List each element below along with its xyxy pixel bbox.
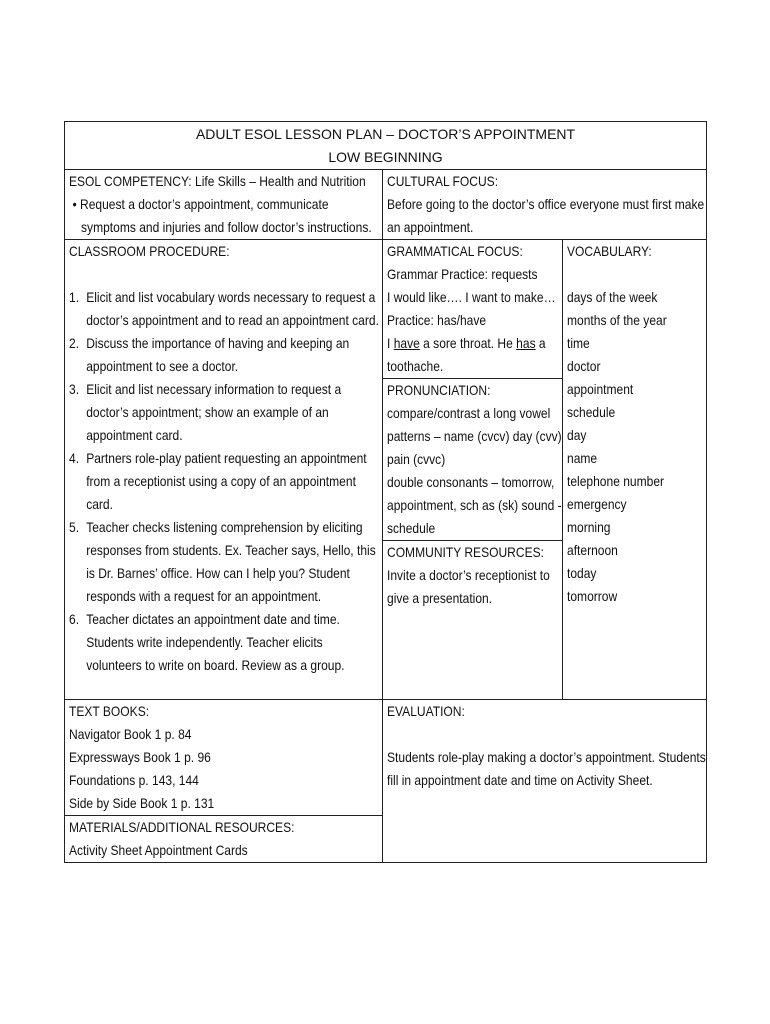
procedure-item-num: 1. — [69, 289, 80, 305]
vocabulary-word: days of the week — [567, 289, 658, 305]
grammar-line: Grammar Practice: requests — [387, 266, 538, 282]
vocabulary-cell — [567, 240, 683, 608]
procedure-item-num: 5. — [69, 519, 80, 535]
procedure-item-text: from a receptionist using a copy of an appointment — [86, 473, 356, 489]
pronunciation-line: compare/contrast a long vowel — [387, 405, 551, 421]
textbook-item: Navigator Book 1 p. 84 — [69, 726, 192, 742]
vocabulary-word: tomorrow — [567, 588, 618, 604]
community-line: Invite a doctor’s receptionist to — [387, 567, 550, 583]
evaluation-cell — [387, 700, 706, 792]
textbook-item: Side by Side Book 1 p. 131 — [69, 795, 215, 811]
bottom-row — [65, 700, 707, 863]
bullet-icon: • — [72, 196, 81, 212]
vocabulary-word: appointment — [567, 381, 634, 397]
evaluation-heading: EVALUATION: — [387, 703, 465, 719]
pronunciation-line: pain (cvvc) — [387, 451, 446, 467]
pronunciation-heading: PRONUNCIATION: — [387, 382, 491, 398]
lesson-plan-table — [64, 121, 707, 863]
procedure-item — [69, 447, 367, 516]
procedure-item — [69, 516, 376, 608]
procedure-item-text: Elicit and list vocabulary words necessary to request a — [86, 289, 376, 305]
vocabulary-word: name — [567, 450, 598, 466]
procedure-item-text: Discuss the importance of having and keeping an — [86, 335, 350, 351]
procedure-item — [69, 378, 342, 447]
textbooks-heading: TEXT BOOKS: — [69, 703, 150, 719]
competency-row — [65, 170, 707, 240]
procedure-item-num: 6. — [69, 611, 80, 627]
procedure-item — [69, 332, 350, 378]
grammar-line: I would like…. I want to make… — [387, 289, 556, 305]
community-line: give a presentation. — [387, 590, 493, 606]
cultural-line1: Before going to the doctor’s office everyone must first make — [387, 196, 705, 212]
procedure-item-num: 2. — [69, 335, 80, 351]
vocabulary-word: emergency — [567, 496, 627, 512]
procedure-item-text: doctor’s appointment; show an example of an — [86, 404, 329, 420]
grammar-cell — [383, 240, 562, 378]
vocabulary-word: morning — [567, 519, 611, 535]
procedure-item-text: appointment to see a doctor. — [86, 358, 239, 374]
competency-cell — [69, 170, 372, 239]
cultural-line2: an appointment. — [387, 219, 474, 235]
procedure-item — [69, 286, 379, 332]
grammar-example: I have a sore throat. He has a — [387, 335, 546, 351]
procedure-item-text: Elicit and list necessary information to request a — [86, 381, 342, 397]
vocabulary-word: telephone number — [567, 473, 665, 489]
vocabulary-heading: VOCABULARY: — [567, 243, 652, 259]
procedure-item-text: Partners role-play patient requesting an appointment — [86, 450, 367, 466]
textbooks-cell — [65, 700, 382, 815]
title-row — [65, 122, 707, 170]
procedure-item — [69, 608, 345, 677]
pronunciation-line: schedule — [387, 520, 436, 536]
main-row — [65, 240, 707, 700]
procedure-item-text: Students write independently. Teacher elicits — [86, 634, 323, 650]
vocabulary-word: doctor — [567, 358, 601, 374]
procedure-item-text: appointment card. — [86, 427, 183, 443]
pronunciation-line: patterns – name (cvcv) day (cvv) — [387, 428, 562, 444]
procedure-item-num: 3. — [69, 381, 80, 397]
pronunciation-line: appointment, sch as (sk) sound - — [387, 497, 562, 513]
community-heading: COMMUNITY RESOURCES: — [387, 544, 544, 560]
community-cell — [383, 540, 562, 610]
vocabulary-word: schedule — [567, 404, 616, 420]
pronunciation-cell — [383, 378, 562, 540]
competency-label: ESOL COMPETENCY: Life Skills – Health and Nutrition — [69, 173, 366, 189]
vocabulary-word: day — [567, 427, 587, 443]
procedure-item-text: responses from students. Ex. Teacher says, Hello, this — [86, 542, 376, 558]
procedure-item-text: Teacher dictates an appointment date and time. — [86, 611, 340, 627]
procedure-item-text: doctor’s appointment and to read an appointment card. — [86, 312, 379, 328]
evaluation-line: fill in appointment date and time on Activity Sheet. — [387, 772, 653, 788]
procedure-item-num: 4. — [69, 450, 80, 466]
grammar-line: toothache. — [387, 358, 444, 374]
vocabulary-word: afternoon — [567, 542, 618, 558]
page-title: ADULT ESOL LESSON PLAN – DOCTOR’S APPOINTMENT — [195, 126, 576, 142]
pronunciation-line: double consonants – tomorrow, — [387, 474, 555, 490]
lesson-plan — [64, 121, 706, 863]
textbook-item: Foundations p. 143, 144 — [69, 772, 199, 788]
procedure-item-text: is Dr. Barnes’ office. How can I help you? Student — [86, 565, 350, 581]
vocabulary-word: time — [567, 335, 590, 351]
procedure-heading: CLASSROOM PROCEDURE: — [69, 243, 230, 259]
vocabulary-word: months of the year — [567, 312, 667, 328]
procedure-item-text: responds with a request for an appointment. — [86, 588, 322, 604]
materials-text: Activity Sheet Appointment Cards — [69, 842, 248, 858]
grammar-heading: GRAMMATICAL FOCUS: — [387, 243, 523, 259]
procedure-item-text: volunteers to write on board. Review as a group. — [86, 657, 345, 673]
cultural-cell — [387, 170, 705, 239]
procedure-cell — [69, 240, 379, 677]
materials-heading: MATERIALS/ADDITIONAL RESOURCES: — [69, 819, 295, 835]
materials-cell — [65, 815, 382, 862]
evaluation-line: Students role-play making a doctor’s appointment. Students — [387, 749, 706, 765]
competency-bullet-line1: Request a doctor’s appointment, communicate — [80, 196, 329, 212]
textbook-item: Expressways Book 1 p. 96 — [69, 749, 211, 765]
procedure-item-text: card. — [86, 496, 113, 512]
cultural-heading: CULTURAL FOCUS: — [387, 173, 499, 189]
vocabulary-word: today — [567, 565, 597, 581]
page-subtitle: LOW BEGINNING — [328, 149, 443, 165]
procedure-item-text: Teacher checks listening comprehension by eliciting — [86, 519, 363, 535]
grammar-line: Practice: has/have — [387, 312, 487, 328]
competency-bullet-line2: symptoms and injuries and follow doctor’s instructions. — [81, 219, 372, 235]
